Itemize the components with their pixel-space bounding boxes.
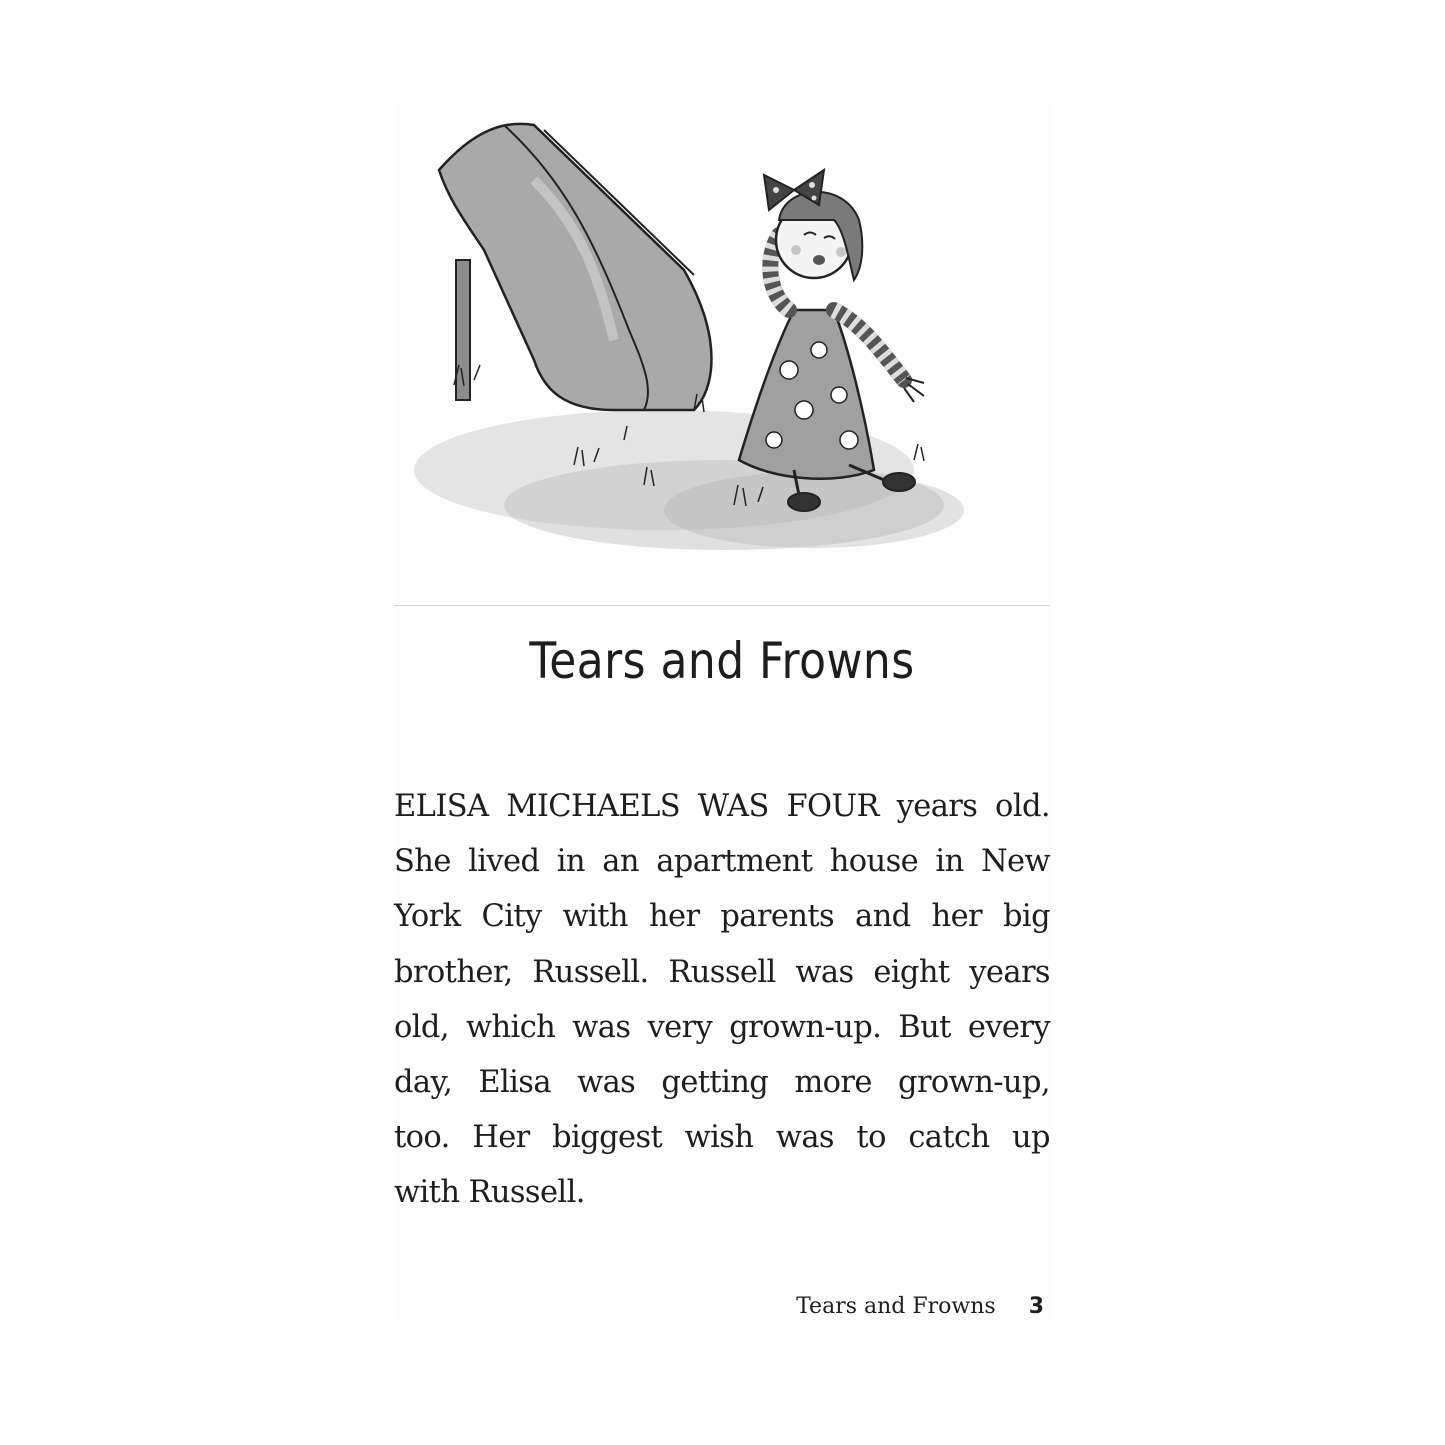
body-paragraph [394,779,1050,1221]
body-line: too. Her biggest wish was to catch up [394,1120,1050,1156]
body-line: brother, Russell. Russell was eight years [394,954,1050,990]
body-line: with Russell. [394,1175,585,1211]
illustration-girl-crying-by-slide [394,110,1050,580]
chapter-title: Tears and Frowns [529,632,915,690]
body-line: old, which was very grown-up. But every [394,1009,1050,1045]
chapter-divider [394,605,1050,606]
body-line: She lived in an apartment house in New [394,844,1050,880]
footer-running-title: Tears and Frowns [796,1294,996,1319]
page-number: 3 [1028,1294,1044,1319]
body-line: ELISA MICHAELS WAS FOUR years old. [394,789,1050,824]
body-line: York City with her parents and her big [394,899,1050,935]
running-footer [394,1294,1050,1319]
body-line: day, Elisa was getting more grown-up, [394,1065,1050,1101]
